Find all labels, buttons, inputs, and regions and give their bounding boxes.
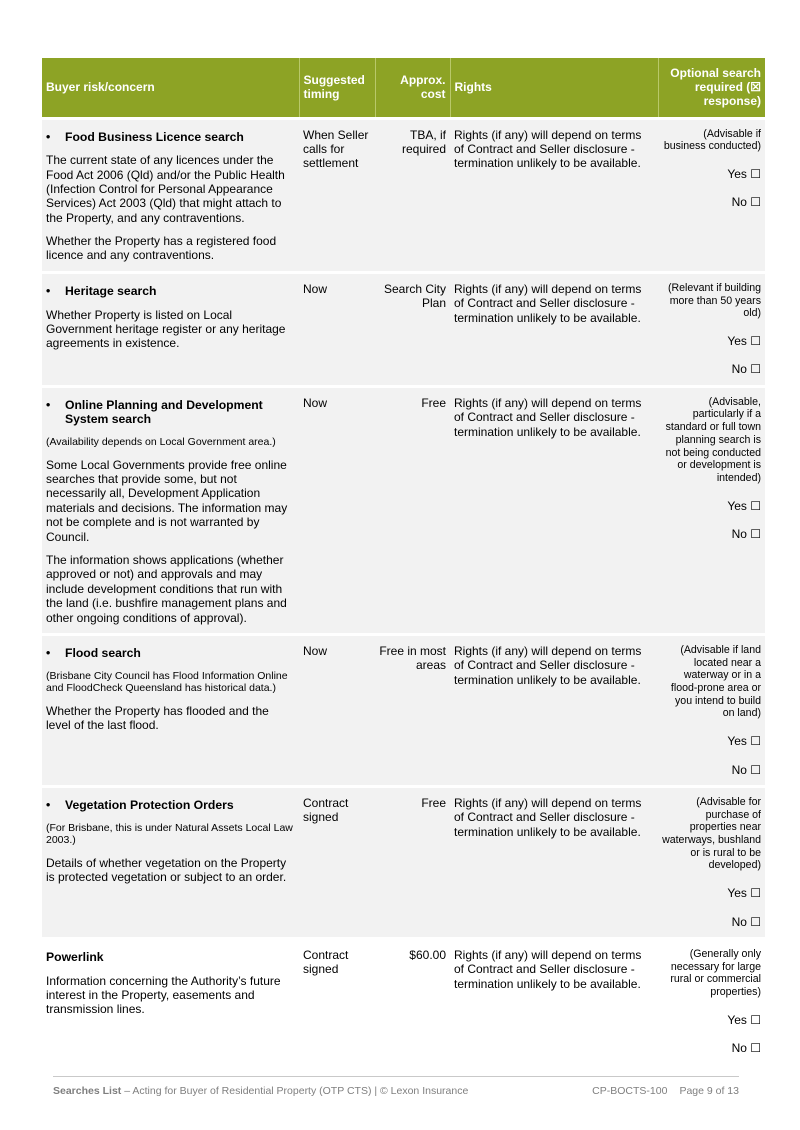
footer-doc-code: CP-BOCTS-100 <box>592 1085 668 1097</box>
row-description: The information shows applications (whether approved or not) and approvals and may include development conditions that run with the land (i.e. bushfire management plans and other ongoing conditions of approval). <box>46 552 287 625</box>
row-description: Whether the Property has flooded and the level of the last flood. <box>46 703 269 733</box>
risk-cell <box>42 386 299 634</box>
optional-cell <box>658 786 765 938</box>
yes-checkbox[interactable]: Yes ☐ <box>727 166 761 181</box>
no-checkbox[interactable]: No ☐ <box>731 914 761 929</box>
optional-cell <box>658 634 765 786</box>
yes-checkbox[interactable]: Yes ☐ <box>727 1012 761 1027</box>
yes-checkbox[interactable]: Yes ☐ <box>727 333 761 348</box>
no-checkbox[interactable]: No ☐ <box>731 1041 761 1056</box>
rights-cell: Rights (if any) will depend on terms of Contract and Seller disclosure - termination unlikely to be available. <box>450 786 658 938</box>
row-title: Powerlink <box>46 949 104 964</box>
row-title: • Online Planning and Development System search <box>46 397 263 427</box>
optional-note: (Advisable for purchase of properties near waterways, bushland or is rural to be developed) <box>662 795 761 872</box>
header-optional-search: Optional search required (☒ response) <box>658 58 765 118</box>
yes-checkbox[interactable]: Yes ☐ <box>727 498 761 513</box>
optional-note: (Advisable, particularly if a standard or full town planning search is not being conducted or development is intended) <box>665 395 761 484</box>
cost-cell: Search City Plan <box>375 272 450 386</box>
timing-cell: Now <box>299 634 375 786</box>
row-description: Details of whether vegetation on the Property is protected vegetation or subject to an order. <box>46 855 287 885</box>
row-description: The current state of any licences under the Food Act 2006 (Qld) and/or the Public Health (Infection Control for Personal Appearance Services) Act 2003 (Qld) that might attach to the Property, and any contraventions. <box>46 153 285 225</box>
footer-doc-title: Searches List – Acting for Buyer of Residential Property (OTP CTS) | © Lexon Insurance <box>53 1085 469 1097</box>
row-description: Whether Property is listed on Local Government heritage register or any heritage agreements in existence. <box>46 307 286 351</box>
rights-cell: Rights (if any) will depend on terms of Contract and Seller disclosure - termination unlikely to be available. <box>450 118 658 272</box>
bullet-icon: • <box>46 397 51 412</box>
row-note: (Availability depends on Local Government area.) <box>46 436 276 449</box>
optional-cell <box>658 938 765 1063</box>
row-note: (For Brisbane, this is under Natural Assets Local Law 2003.) <box>46 821 293 847</box>
bullet-icon: • <box>46 797 51 812</box>
table-header <box>42 58 765 118</box>
risk-cell <box>42 634 299 786</box>
cost-cell: Free in most areas <box>375 634 450 786</box>
table-row <box>42 386 765 634</box>
table-row <box>42 634 765 786</box>
page-footer <box>53 1076 739 1098</box>
row-title: • Heritage search <box>46 283 157 298</box>
timing-cell: Contract signed <box>299 938 375 1063</box>
no-checkbox[interactable]: No ☐ <box>731 195 761 210</box>
risk-cell <box>42 938 299 1063</box>
no-checkbox[interactable]: No ☐ <box>731 362 761 377</box>
table-row <box>42 118 765 272</box>
bullet-icon: • <box>46 129 51 144</box>
optional-note: (Advisable if land located near a waterway or in a flood-prone area or you intend to build on land) <box>670 643 761 720</box>
header-buyer-risk: Buyer risk/concern <box>42 58 299 118</box>
row-title: • Food Business Licence search <box>46 129 244 144</box>
rights-cell: Rights (if any) will depend on terms of Contract and Seller disclosure - termination unlikely to be available. <box>450 938 658 1063</box>
table-row <box>42 272 765 386</box>
table-row <box>42 938 765 1063</box>
table-row <box>42 786 765 938</box>
searches-page <box>42 58 765 1064</box>
bullet-icon: • <box>46 283 51 298</box>
cost-cell: TBA, if required <box>375 118 450 272</box>
rights-cell: Rights (if any) will depend on terms of Contract and Seller disclosure - termination unlikely to be available. <box>450 386 658 634</box>
optional-note: (Advisable if business conducted) <box>663 127 761 153</box>
row-title: • Vegetation Protection Orders <box>46 797 234 812</box>
risk-cell <box>42 786 299 938</box>
cost-cell: Free <box>375 386 450 634</box>
optional-cell <box>658 386 765 634</box>
timing-cell: When Seller calls for settlement <box>299 118 375 272</box>
yes-checkbox[interactable]: Yes ☐ <box>727 734 761 749</box>
row-description: Whether the Property has a registered food licence and any contraventions. <box>46 234 277 263</box>
row-note: (Brisbane City Council has Flood Information Online and FloodCheck Queensland has historical data.) <box>46 669 288 695</box>
timing-cell: Now <box>299 272 375 386</box>
optional-note: (Relevant if building more than 50 years old) <box>667 281 761 320</box>
timing-cell: Now <box>299 386 375 634</box>
footer-page-number: Page 9 of 13 <box>679 1085 739 1097</box>
optional-cell <box>658 272 765 386</box>
footer-page-info <box>580 1085 739 1098</box>
optional-note: (Generally only necessary for large rural or commercial properties) <box>670 947 761 999</box>
row-title: • Flood search <box>46 645 141 660</box>
header-suggested-timing: Suggested timing <box>299 58 375 118</box>
row-description: Some Local Governments provide free online searches that provide some, but not necessarily all, Development Application materials and decisions. The information may not be complete and is not warranted by Council. <box>46 457 288 544</box>
row-description: Information concerning the Authority’s future interest in the Property, easements and transmission lines. <box>46 973 281 1017</box>
no-checkbox[interactable]: No ☐ <box>731 762 761 777</box>
rights-cell: Rights (if any) will depend on terms of Contract and Seller disclosure - termination unlikely to be available. <box>450 272 658 386</box>
rights-cell: Rights (if any) will depend on terms of Contract and Seller disclosure - termination unlikely to be available. <box>450 634 658 786</box>
cost-cell: $60.00 <box>375 938 450 1063</box>
cost-cell: Free <box>375 786 450 938</box>
header-rights: Rights <box>450 58 658 118</box>
risk-cell <box>42 118 299 272</box>
searches-table <box>42 58 765 1064</box>
no-checkbox[interactable]: No ☐ <box>731 527 761 542</box>
yes-checkbox[interactable]: Yes ☐ <box>727 886 761 901</box>
timing-cell: Contract signed <box>299 786 375 938</box>
optional-cell <box>658 118 765 272</box>
risk-cell <box>42 272 299 386</box>
header-approx-cost: Approx. cost <box>375 58 450 118</box>
bullet-icon: • <box>46 645 51 660</box>
